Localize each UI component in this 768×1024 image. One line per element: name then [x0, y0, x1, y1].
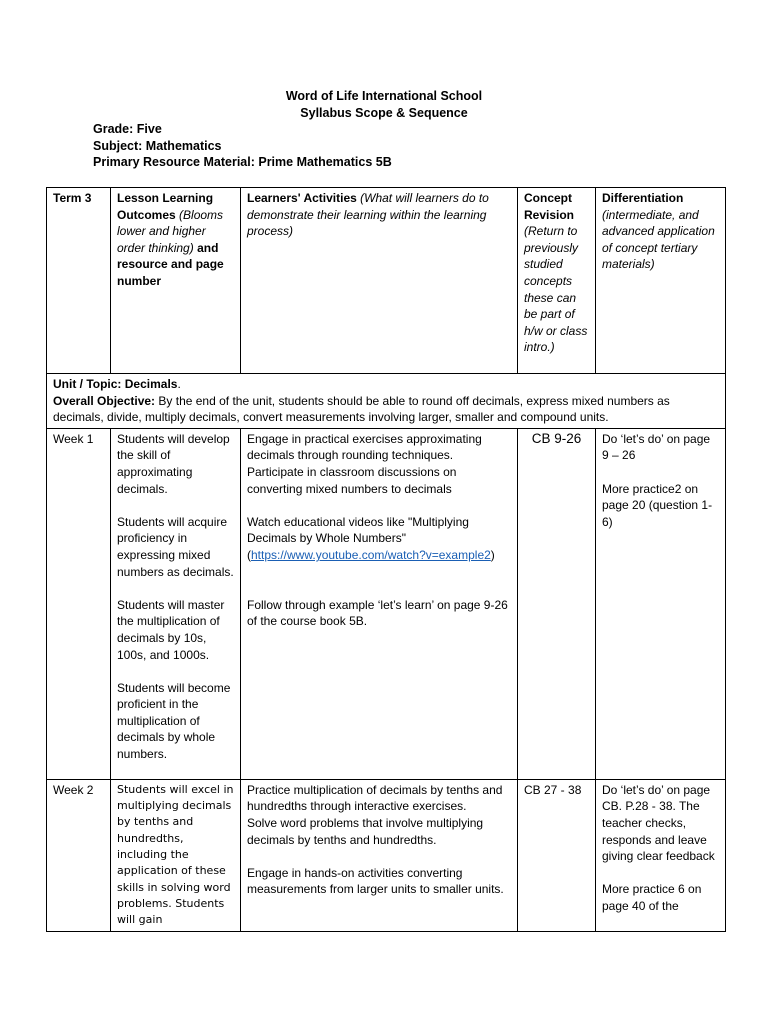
header-outcomes — [111, 188, 241, 374]
week-1-differentiation: Do ‘let’s do’ on page 9 – 26 More practice2 on page 20 (question 1- 6) — [596, 428, 726, 779]
activity-item: Solve word problems that involve multiplying decimals by tenths and hundredths. — [247, 815, 484, 847]
week-1-revision: CB 9-26 — [518, 428, 596, 779]
activity-item: Participate in classroom discussions on converting mixed numbers to decimals — [247, 464, 457, 496]
document-subtitle: Syllabus Scope & Sequence — [300, 106, 468, 120]
outcome-item: Students will master the multiplication of decimals by 10s, 100s, and 1000s. — [117, 597, 225, 662]
week-2-outcomes — [111, 779, 241, 931]
header-revision-note: (Return to previously studied concepts these can be part of h/w or class intro.) — [524, 224, 588, 355]
unit-cell: Unit / Topic: Decimals. Overall Objective: By the end of the unit, students should be able to round off decimals, express mixed numbers as decimals, divide, multiply decimals, convert measurements involving larger, smaller and compound units. — [47, 374, 726, 429]
header-diff-note: (intermediate, and advanced application of concept tertiary materials) — [602, 207, 715, 272]
week-1-outcomes — [111, 428, 241, 779]
week-2-label: Week 2 — [47, 779, 111, 931]
week-2-row — [47, 779, 726, 931]
header-activities-note: (What will learners do to demonstrate their learning within the learning process) — [247, 191, 489, 239]
header-outcomes-title: Lesson Learning Outcomes — [117, 191, 214, 222]
header-term: Term 3 — [47, 188, 111, 374]
header-revision-title: Concept Revision — [524, 191, 575, 222]
activity-item: Engage in hands-on activities converting measurements from larger units to smaller units. — [247, 865, 504, 897]
week-2-differentiation: Do ‘let’s do’ on page CB. P.28 - 38. The teacher checks, responds and leave giving clear feedback More practice 6 on page 40 of the — [596, 779, 726, 931]
outcome-item: Students will become proficient in the multiplication of decimals by whole numbers. — [117, 680, 231, 762]
header-diff-title: Differentiation — [602, 191, 684, 205]
header-differentiation — [596, 188, 726, 374]
week-1-row — [47, 428, 726, 779]
week-2-activities — [241, 779, 518, 931]
outcome-item: Students will develop the skill of approximating decimals. — [117, 431, 230, 496]
header-outcomes-tail: and resource and page number — [117, 240, 224, 288]
resource-line: Primary Resource Material: Prime Mathematics 5B — [93, 155, 392, 169]
video-activity: Watch educational videos like "Multiplying Decimals by Whole Numbers" (https://www.youtube.com/watch?v=example2) — [247, 514, 495, 562]
header-activities-title: Learners' Activities — [247, 191, 357, 205]
header-revision — [518, 188, 596, 374]
activity-item: Practice multiplication of decimals by tenths and hundredths through interactive exercises. — [247, 782, 503, 814]
unit-topic: Unit / Topic: Decimals — [53, 377, 178, 391]
video-link[interactable]: https://www.youtube.com/watch?v=example2 — [251, 547, 491, 562]
course-info — [93, 121, 392, 171]
week-1-activities — [241, 428, 518, 779]
document-title — [0, 88, 768, 122]
header-outcomes-note: (Blooms lower and higher order thinking) — [117, 207, 224, 255]
objective-text: By the end of the unit, students should be able to round off decimals, express mixed numbers as decimals, divide, multiply decimals, convert measurements involving larger, smaller and compound units. — [53, 393, 670, 425]
activity-item: Follow through example ‘let’s learn’ on page 9-26 of the course book 5B. — [247, 597, 508, 629]
outcome-item: Students will acquire proficiency in expressing mixed numbers as decimals. — [117, 514, 234, 579]
school-name: Word of Life International School — [285, 89, 483, 103]
header-activities — [241, 188, 518, 374]
syllabus-table — [46, 187, 726, 932]
grade-line: Grade: Five — [93, 122, 162, 136]
subject-line: Subject: Mathematics — [93, 138, 222, 153]
week-2-revision: CB 27 - 38 — [518, 779, 596, 931]
outcome-item: Students will excel in multiplying decimals by tenths and hundredths, including the application of these skills in solving word problems. Students will gain — [117, 782, 234, 927]
activity-item: Engage in practical exercises approximating decimals through rounding techniques. — [247, 431, 482, 463]
objective-label: Overall Objective: — [53, 393, 156, 408]
header-row — [47, 188, 726, 374]
unit-row — [47, 374, 726, 429]
week-1-label: Week 1 — [47, 428, 111, 779]
